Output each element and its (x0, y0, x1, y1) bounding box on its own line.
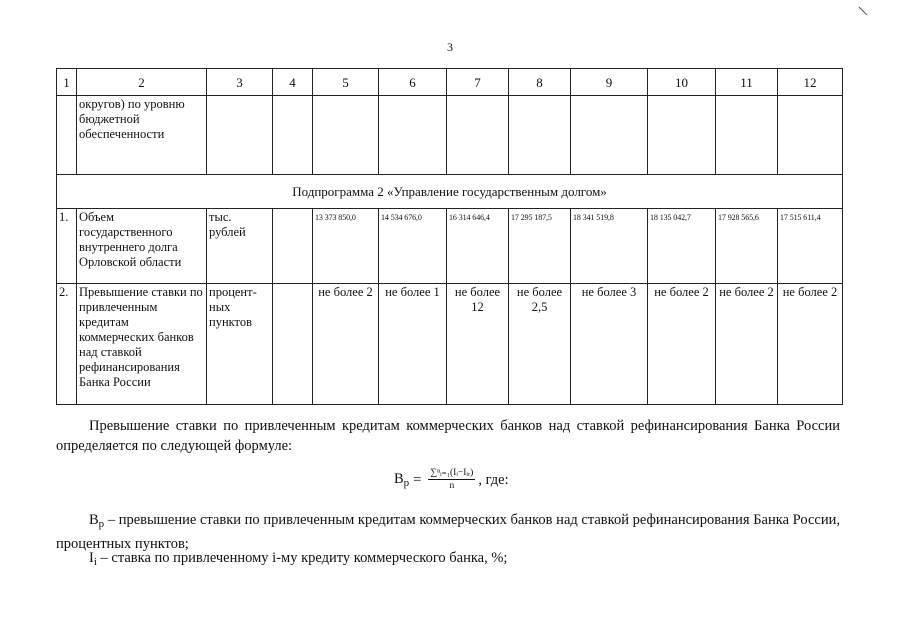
header-cell: 9 (571, 69, 648, 96)
row-number: 1. (57, 209, 77, 284)
formula-denominator: n (449, 481, 455, 491)
table-row (57, 209, 843, 284)
scan-corner-mark (858, 6, 868, 16)
header-cell: 10 (648, 69, 716, 96)
value-cell: 16 314 646,4 (447, 209, 509, 284)
definition-ii: $I_i$ – ставка по привлеченному i-му кредиту коммерческого банка, %; (89, 550, 508, 568)
header-cell: 12 (778, 69, 843, 96)
header-cell: 8 (509, 69, 571, 96)
formula (394, 462, 509, 498)
subprogram-row (57, 175, 843, 209)
value-cell: 18 135 042,7 (648, 209, 716, 284)
indicator-name-cell: округов) по уровню бюджетной обеспеченности (77, 96, 207, 175)
indicator-name-cell: Превышение ставки по привлеченным кредитам коммерческих банков над ставкой рефинансирования Банка России (77, 284, 207, 405)
value-cell: не более 12 (447, 284, 509, 405)
value-cell: не более 2 (716, 284, 778, 405)
empty-cell (313, 96, 379, 175)
value-cell: 17 295 187,5 (509, 209, 571, 284)
value-cell: не более 2 (778, 284, 843, 405)
header-cell: 4 (273, 69, 313, 96)
empty-cell (379, 96, 447, 175)
formula-lhs: $B_p$ (394, 471, 410, 489)
empty-cell (778, 96, 843, 175)
unit-cell: тыс. рублей (207, 209, 273, 284)
table-row (57, 96, 843, 175)
definition-bp: $B_p$ – превышение ставки по привлеченным кредитам коммерческих банков над ставкой рефинансирования Банка России, процентных пунктов; (56, 512, 840, 552)
value-cell: 14 534 676,0 (379, 209, 447, 284)
value-cell: 17 515 611,4 (778, 209, 843, 284)
value-cell: не более 2 (313, 284, 379, 405)
header-cell: 7 (447, 69, 509, 96)
empty-cell (648, 96, 716, 175)
empty-cell (571, 96, 648, 175)
formula-numerator: ∑ⁿᵢ₌₁(Iᵢ−Iᵢᵣ) (430, 468, 474, 478)
header-cell: 3 (207, 69, 273, 96)
unit-cell: процент-ных пунктов (207, 284, 273, 405)
page-number: 3 (447, 40, 453, 54)
indicators-table (56, 68, 843, 405)
table-header-row (57, 69, 843, 96)
header-cell: 6 (379, 69, 447, 96)
value-cell: 18 341 519,8 (571, 209, 648, 284)
indicator-name-cell: Объем государственного внутреннего долга Орловской области (77, 209, 207, 284)
empty-cell (207, 96, 273, 175)
empty-cell (273, 96, 313, 175)
intro-paragraph: Превышение ставки по привлеченным кредитам коммерческих банков над ставкой рефинансирования Банка России определяется по следующей формуле: (56, 418, 840, 454)
value-cell: 17 928 565,6 (716, 209, 778, 284)
value-cell: 13 373 850,0 (313, 209, 379, 284)
value-cell: не более 1 (379, 284, 447, 405)
header-cell: 11 (716, 69, 778, 96)
header-cell: 5 (313, 69, 379, 96)
formula-suffix: , где: (478, 471, 509, 488)
value-cell: не более 3 (571, 284, 648, 405)
empty-cell (273, 209, 313, 284)
empty-cell (509, 96, 571, 175)
empty-cell (57, 96, 77, 175)
header-cell: 1 (57, 69, 77, 96)
empty-cell (716, 96, 778, 175)
empty-cell (447, 96, 509, 175)
value-cell: не более 2 (648, 284, 716, 405)
table-row (57, 284, 843, 405)
header-cell: 2 (77, 69, 207, 96)
empty-cell (273, 284, 313, 405)
subprogram-title: Подпрограмма 2 «Управление государственным долгом» (57, 175, 843, 209)
formula-equals: = (413, 471, 422, 488)
row-number: 2. (57, 284, 77, 405)
value-cell: не более 2,5 (509, 284, 571, 405)
formula-fraction (428, 468, 475, 492)
